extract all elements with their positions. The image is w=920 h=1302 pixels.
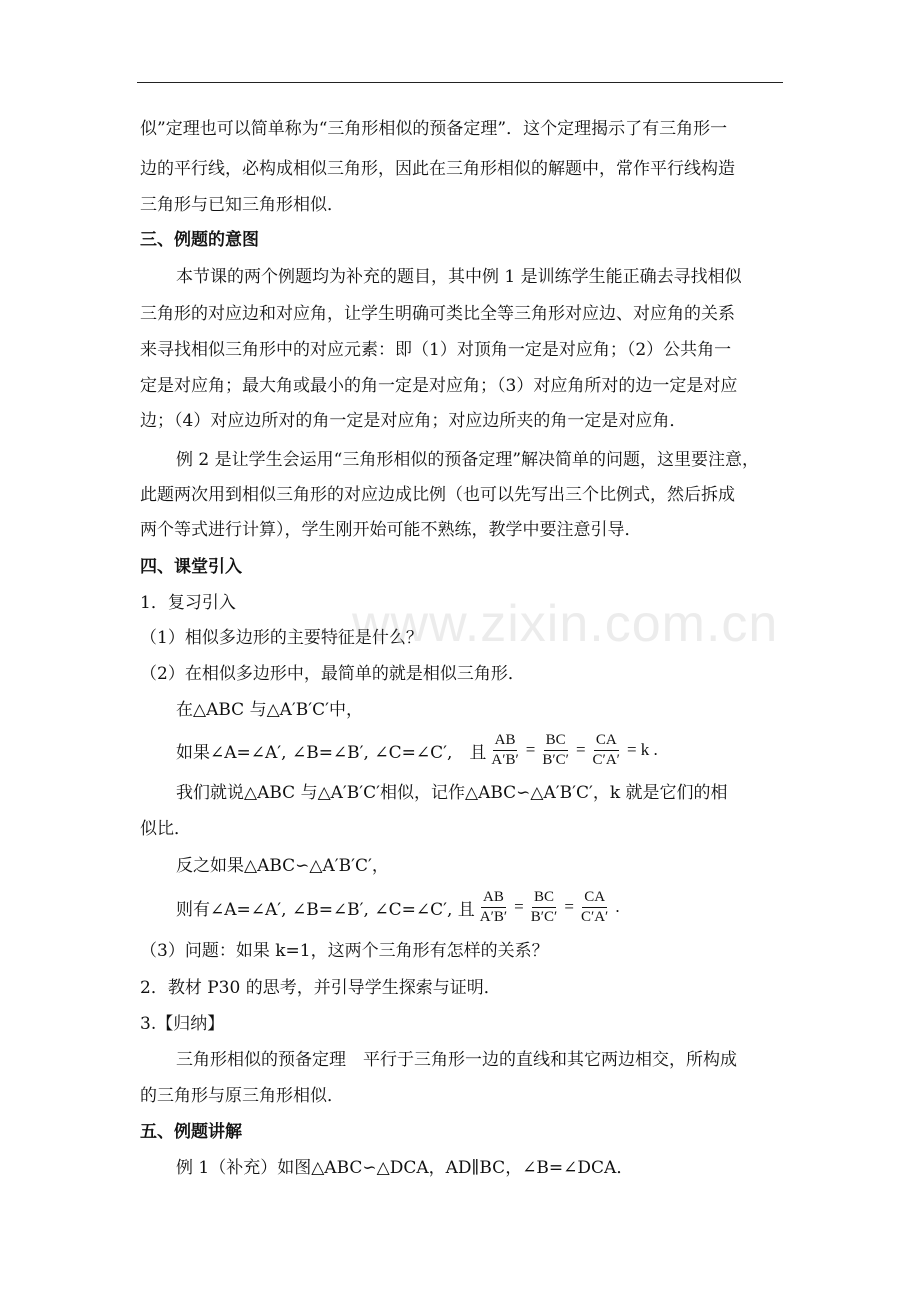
paragraph-line: （3）问题：如果 k=1，这两个三角形有怎样的关系？	[140, 941, 549, 961]
paragraph-line: 三角形的对应边和对应角，让学生明确可类比全等三角形对应边、对应角的关系	[140, 304, 735, 324]
paragraph-line: 我们就说△ABC 与△A′B′C′相似，记作△ABC∽△A′B′C′，k 就是它们的相	[176, 783, 728, 803]
formula-prefix: 如果∠A=∠A′, ∠B=∠B′, ∠C=∠C′, 且	[176, 742, 487, 763]
paragraph-line: 的三角形与原三角形相似．	[140, 1086, 344, 1106]
paragraph-line: 边；（4）对应边所对的角一定是对应角；对应边所夹的角一定是对应角．	[140, 411, 687, 431]
formula-prefix: 则有∠A=∠A′, ∠B=∠B′, ∠C=∠C′, 且	[176, 899, 475, 920]
formula-suffix: .	[615, 897, 620, 916]
paragraph-line: 例 1（补充）如图△ABC∽△DCA，AD∥BC，∠B=∠DCA．	[176, 1158, 634, 1178]
section-heading: 四、课堂引入	[140, 557, 242, 577]
paragraph-line: 三角形相似的预备定理 平行于三角形一边的直线和其它两边相交，所构成	[176, 1050, 737, 1070]
fraction-ab: $\frac{AB}{A'B'}$	[479, 888, 508, 925]
paragraph-line: 两个等式进行计算），学生刚开始可能不熟练，教学中要注意引导．	[140, 520, 642, 540]
paragraph-line: 边的平行线，必构成相似三角形，因此在三角形相似的解题中，常作平行线构造	[140, 159, 735, 179]
fraction-bc: $\frac{BC}{B'C'}$	[530, 888, 558, 925]
paragraph-line: 来寻找相似三角形中的对应元素：即（1）对顶角一定是对应角；（2）公共角一	[140, 340, 732, 360]
paragraph-line: 三角形与已知三角形相似．	[140, 195, 344, 215]
section-heading: 五、例题讲解	[140, 1122, 242, 1142]
formula-line-1: 如果∠A=∠A′, ∠B=∠B′, ∠C=∠C′, 且 $\frac{AB}{A'B'}$ = $\frac{BC}{B'C'}$ = $\frac{CA}{C'A'}$ = k .	[176, 731, 658, 768]
fraction-ab: $\frac{AB}{A'B'}$	[491, 731, 519, 768]
fraction-bc: $\frac{BC}{B'C'}$	[542, 731, 569, 768]
paragraph-line: 定是对应角；最大角或最小的角一定是对应角；（3）对应角所对的边一定是对应	[140, 376, 738, 396]
formula-suffix: = k .	[626, 740, 658, 759]
paragraph-line: （2）在相似多边形中，最简单的就是相似三角形．	[140, 664, 525, 684]
fraction-ca: $\frac{CA}{C'A'}$	[580, 888, 609, 925]
paragraph-line: 例 2 是让学生会运用“三角形相似的预备定理”解决简单的问题，这里要注意，	[176, 450, 760, 470]
paragraph-line: 在△ABC 与△A′B′C′中，	[176, 700, 363, 720]
formula-line-2: 则有∠A=∠A′, ∠B=∠B′, ∠C=∠C′, 且 $\frac{AB}{A'B'}$ = $\frac{BC}{B'C'}$ = $\frac{CA}{C'A'}$ .	[176, 888, 620, 925]
paragraph-line: 此题两次用到相似三角形的对应边成比例（也可以先写出三个比例式，然后拆成	[140, 485, 735, 505]
section-heading: 三、例题的意图	[140, 230, 259, 250]
paragraph-line: 3.【归纳】	[140, 1014, 225, 1034]
header-rule	[137, 82, 783, 83]
paragraph-line: 2．教材 P30 的思考，并引导学生探索与证明．	[140, 978, 501, 998]
watermark: www.zixin.com.cn	[352, 595, 779, 653]
paragraph-line: 反之如果△ABC∽△A′B′C′，	[176, 856, 389, 876]
paragraph-line: 似”定理也可以简单称为“三角形相似的预备定理”．这个定理揭示了有三角形一	[140, 119, 728, 139]
paragraph-line: 1．复习引入	[140, 593, 236, 613]
fraction-ca: $\frac{CA}{C'A'}$	[592, 731, 620, 768]
paragraph-line: 似比．	[140, 819, 191, 839]
paragraph-line: （1）相似多边形的主要特征是什么？	[140, 628, 423, 648]
paragraph-line: 本节课的两个例题均为补充的题目，其中例 1 是训练学生能正确去寻找相似	[176, 267, 742, 287]
